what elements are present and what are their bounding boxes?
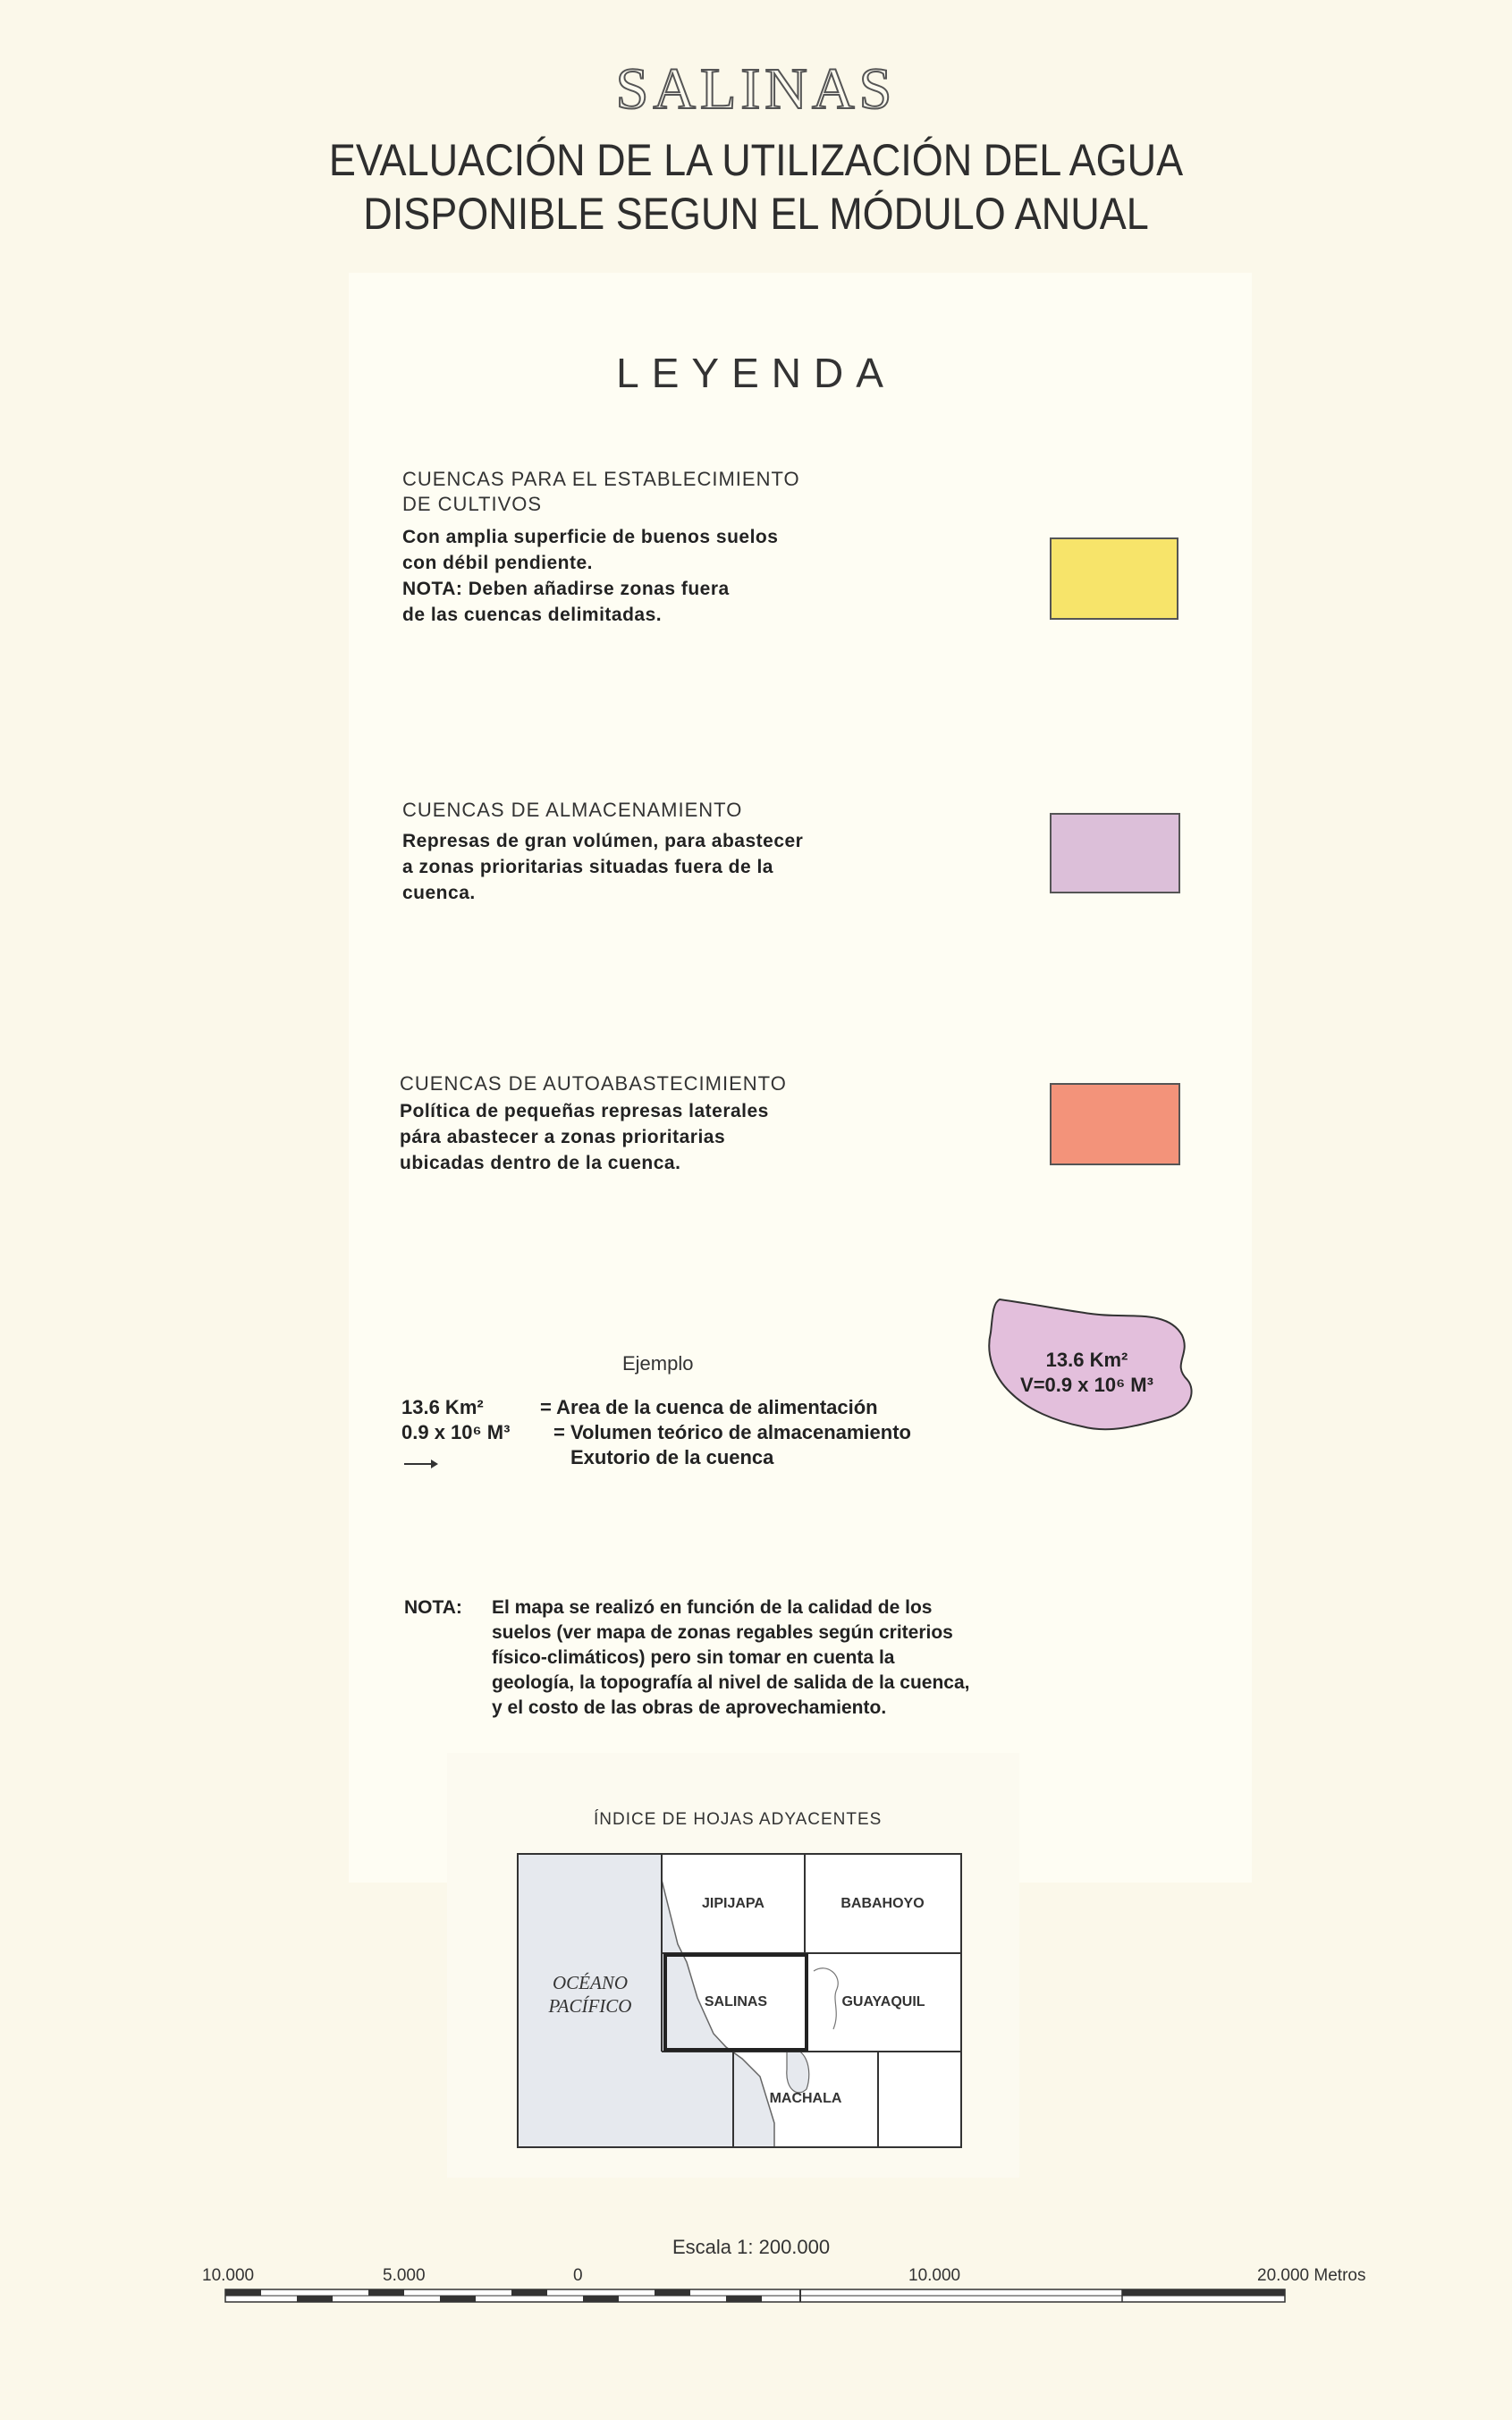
sheet-babahoyo: BABAHOYO bbox=[840, 1896, 925, 1911]
ocean-label-line: OCÉANO bbox=[553, 1972, 628, 1993]
legend-item-desc: NOTA: Deben añadirse zonas fuera bbox=[402, 579, 730, 599]
ocean-label bbox=[519, 1971, 662, 2018]
sheet-salinas: SALINAS bbox=[704, 1994, 768, 2010]
sheet-jipijapa: JIPIJAPA bbox=[702, 1896, 764, 1911]
index-map bbox=[517, 1853, 962, 2148]
example-volume-value: 0.9 x 10⁶ M³ bbox=[401, 1421, 511, 1443]
legend-item-desc: pára abastecer a zonas prioritarias bbox=[400, 1127, 726, 1147]
note-line: geología, la topografía al nivel de salida de la cuenca, bbox=[492, 1672, 970, 1693]
legend-item-heading: CUENCAS DE ALMACENAMIENTO bbox=[402, 799, 743, 821]
blob-volume: V=0.9 x 10⁶ M³ bbox=[1020, 1374, 1153, 1396]
index-map-title: ÍNDICE DE HOJAS ADYACENTES bbox=[594, 1810, 883, 1829]
example-arrow-desc: Exutorio de la cuenca bbox=[570, 1446, 774, 1468]
swatch-cultivos bbox=[1050, 537, 1178, 620]
scale-tick-label: 5.000 bbox=[383, 2266, 426, 2285]
legend-item-desc: Con amplia superficie de buenos suelos bbox=[402, 527, 779, 547]
legend-item-cultivos bbox=[402, 467, 939, 628]
swatch-almacenamiento bbox=[1050, 813, 1180, 893]
legend-item-desc: ubicadas dentro de la cuenca. bbox=[400, 1153, 681, 1173]
scale-tick-label: 20.000 Metros bbox=[1257, 2266, 1366, 2285]
legend-item-desc: cuenca. bbox=[402, 883, 476, 903]
sheet-machala: MACHALA bbox=[769, 2091, 842, 2106]
map-subtitle-line2: DISPONIBLE SEGUN EL MÓDULO ANUAL bbox=[363, 189, 1149, 239]
example-volume-desc: = Volumen teórico de almacenamiento bbox=[553, 1421, 911, 1443]
example-title: Ejemplo bbox=[622, 1352, 694, 1375]
sheet-guayaquil: GUAYAQUIL bbox=[841, 1994, 925, 2010]
legend-item-heading: CUENCAS DE AUTOABASTECIMIENTO bbox=[400, 1072, 787, 1095]
legend-item-heading: DE CULTIVOS bbox=[402, 493, 543, 515]
legend-item-almacenamiento bbox=[402, 798, 939, 906]
legend-item-desc: a zonas prioritarias situadas fuera de la bbox=[402, 857, 773, 877]
scale-tick-label: 10.000 bbox=[908, 2266, 961, 2285]
note-line: suelos (ver mapa de zonas regables según criterios bbox=[492, 1622, 953, 1643]
legend-item-desc: Política de pequeñas represas laterales bbox=[400, 1101, 769, 1121]
map-title: SALINAS bbox=[615, 56, 897, 122]
example-area-desc: = Area de la cuenca de alimentación bbox=[540, 1396, 878, 1418]
scale-title: Escala 1: 200.000 bbox=[672, 2236, 831, 2258]
blob-area: 13.6 Km² bbox=[1045, 1349, 1128, 1371]
note-label: NOTA: bbox=[404, 1597, 462, 1618]
note-text bbox=[492, 1595, 1064, 1721]
legend-title: LEYENDA bbox=[616, 350, 896, 396]
legend-item-desc: Represas de gran volúmen, para abastecer bbox=[402, 831, 804, 851]
legend-item-autoabastecimiento bbox=[400, 1071, 936, 1176]
ocean-label-line: PACÍFICO bbox=[548, 1995, 632, 2017]
scale-tick-label: 0 bbox=[573, 2266, 583, 2285]
swatch-autoabastecimiento bbox=[1050, 1083, 1180, 1165]
note-line: y el costo de las obras de aprovechamiento. bbox=[492, 1697, 887, 1718]
scale-tick-label: 10.000 bbox=[202, 2266, 255, 2285]
legend-item-desc: con débil pendiente. bbox=[402, 553, 594, 573]
arrow-icon bbox=[402, 1458, 438, 1470]
map-subtitle-line1: EVALUACIÓN DE LA UTILIZACIÓN DEL AGUA bbox=[328, 135, 1184, 185]
scale-bar bbox=[224, 2288, 1288, 2307]
note-line: físico-climáticos) pero sin tomar en cuenta la bbox=[492, 1647, 895, 1668]
legend-item-desc: de las cuencas delimitadas. bbox=[402, 605, 663, 625]
example-area-value: 13.6 Km² bbox=[401, 1396, 484, 1418]
note-line: El mapa se realizó en función de la calidad de los bbox=[492, 1597, 933, 1618]
example-blob-label bbox=[986, 1348, 1187, 1398]
legend-item-heading: CUENCAS PARA EL ESTABLECIMIENTO bbox=[402, 468, 800, 490]
